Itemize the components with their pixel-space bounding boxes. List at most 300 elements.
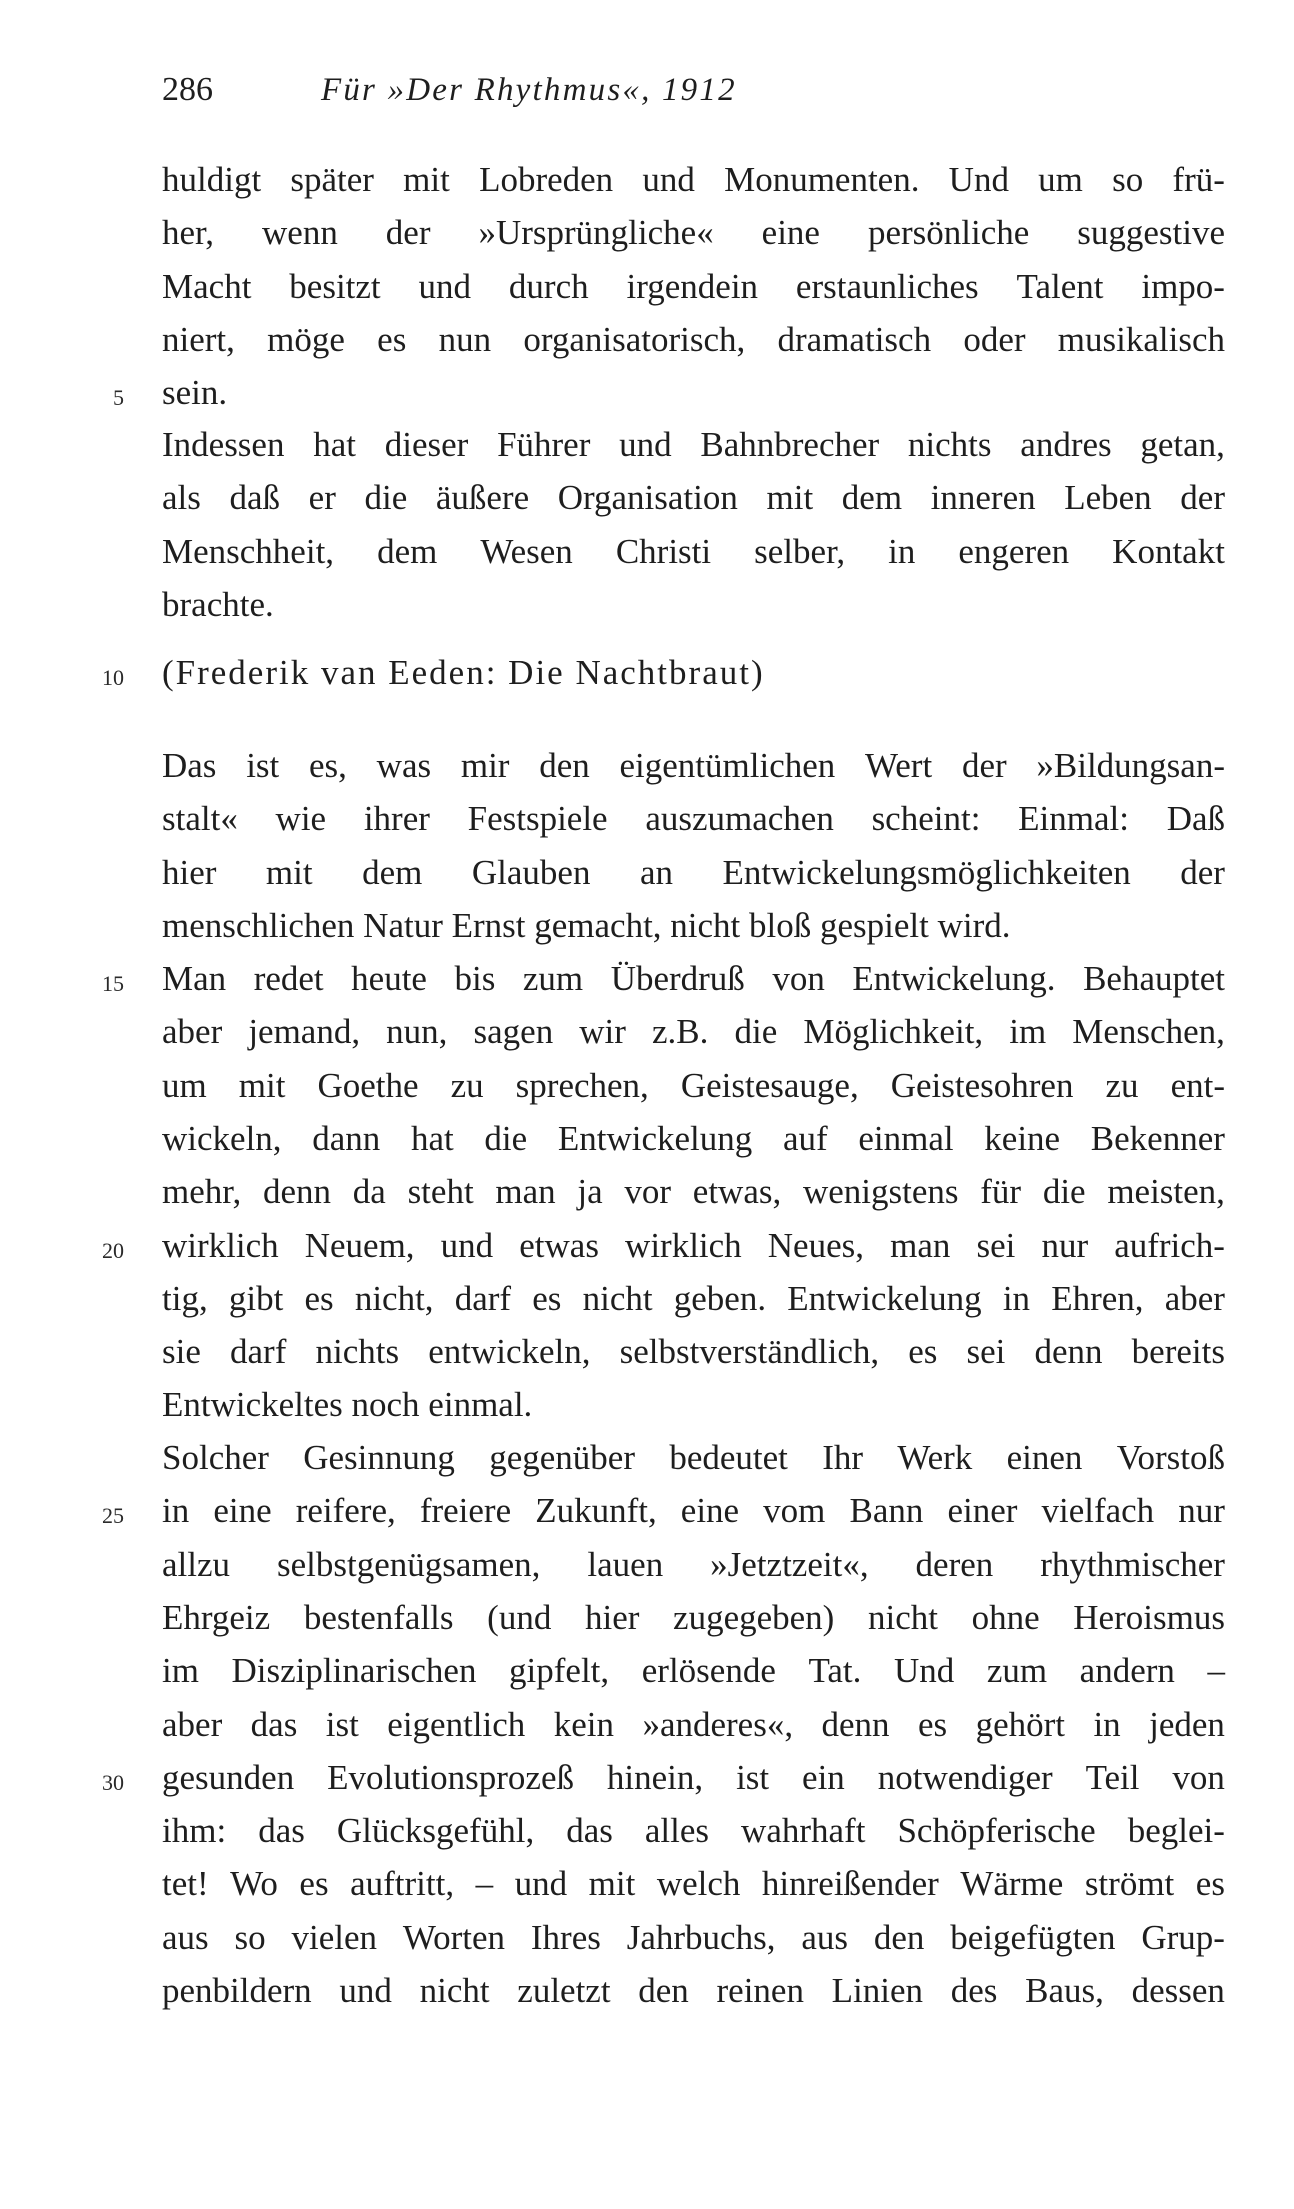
text-line — [162, 158, 1225, 202]
word: die — [734, 1012, 778, 1052]
word: den — [539, 746, 590, 785]
word: das — [566, 1811, 613, 1851]
word: Solcher — [162, 1438, 269, 1477]
text-line — [162, 318, 1225, 362]
word: selbstverständlich, — [619, 1332, 880, 1372]
word: Christi — [615, 531, 712, 571]
word: von — [1172, 1757, 1225, 1797]
word: »Bildungsan- — [1036, 746, 1225, 785]
word: Menschheit, — [162, 531, 335, 571]
word: Daß — [1166, 799, 1225, 839]
word: penbildern — [162, 1971, 312, 2010]
word: Das — [162, 746, 217, 785]
page-number: 286 — [162, 71, 213, 108]
word: Möglichkeit, — [803, 1012, 984, 1052]
word: getan, — [1140, 425, 1225, 464]
word: es — [377, 319, 407, 359]
word: der — [1180, 852, 1225, 892]
word: sagen — [473, 1012, 554, 1052]
word: nun, — [386, 1012, 448, 1052]
word: Festspiele — [467, 799, 608, 839]
word: ihrer — [363, 799, 430, 839]
word: zu — [450, 1065, 484, 1105]
word: mir — [460, 746, 510, 785]
word: ist — [246, 746, 280, 785]
word: heute — [351, 959, 427, 998]
word: das — [250, 1704, 298, 1744]
word: Evolutionsprozeß — [327, 1757, 575, 1797]
word: wir — [579, 1012, 626, 1052]
text-line — [162, 423, 1225, 467]
word: der — [385, 213, 431, 253]
word: Zukunft, — [535, 1491, 657, 1531]
word: es — [532, 1278, 562, 1318]
word: was — [376, 746, 432, 785]
word: Neues, — [767, 1225, 864, 1265]
word: kein — [553, 1704, 614, 1744]
word: lauen — [587, 1544, 664, 1584]
word: etwas — [519, 1225, 599, 1265]
word: eigentlich — [387, 1704, 526, 1744]
word: rhythmischer — [1040, 1544, 1225, 1584]
word: »Jetztzeit«, — [710, 1544, 869, 1584]
word: oder — [963, 319, 1026, 359]
word: hier — [584, 1597, 640, 1637]
word: geben. — [673, 1278, 767, 1318]
word: die — [364, 478, 408, 518]
word: Entwickelung — [787, 1278, 982, 1318]
word: Geistesauge, — [680, 1065, 859, 1105]
word: für — [980, 1172, 1022, 1212]
word: einmal — [858, 1118, 954, 1158]
word: es, — [309, 746, 347, 785]
word: denn — [1034, 1332, 1103, 1372]
word: der — [961, 746, 1007, 785]
word: es — [918, 1704, 948, 1744]
word: hat — [410, 1118, 454, 1158]
word: wie — [275, 799, 327, 839]
word: denn — [821, 1704, 890, 1744]
word: Jahrbuchs, — [626, 1917, 776, 1957]
word: eine — [680, 1491, 740, 1531]
word: äußere — [435, 478, 530, 518]
word: wirklich — [625, 1225, 742, 1265]
word: dieser — [384, 425, 469, 464]
word: nicht — [867, 1597, 938, 1637]
word: sei — [976, 1225, 1016, 1265]
word: freiere — [419, 1491, 512, 1531]
word: Und — [893, 1651, 955, 1691]
word: Bann — [849, 1491, 924, 1531]
word: wenn — [262, 213, 338, 253]
word: um — [1038, 160, 1083, 199]
text-line — [162, 1969, 1225, 2013]
text-line — [162, 957, 1225, 1001]
word: aber — [1164, 1278, 1225, 1318]
text-line: Entwickeltes noch einmal. — [162, 1385, 533, 1425]
word: organisatorisch, — [523, 319, 746, 359]
word: Überdruß — [610, 959, 745, 998]
word: die — [484, 1118, 528, 1158]
word: andres — [1020, 425, 1112, 464]
word: möge — [267, 319, 345, 359]
word: Wert — [865, 746, 933, 785]
word: dramatisch — [777, 319, 932, 359]
text-line — [162, 1436, 1225, 1480]
word: dem — [362, 852, 423, 892]
word: in — [1093, 1704, 1121, 1744]
word: Talent — [1016, 266, 1104, 306]
word: Heroismus — [1073, 1597, 1225, 1637]
text-line — [162, 1703, 1225, 1747]
word: selber, — [754, 531, 846, 571]
word: wahrhaft — [741, 1811, 866, 1851]
word: keine — [984, 1118, 1061, 1158]
word: später — [290, 160, 374, 199]
line-number: 20 — [102, 1237, 124, 1263]
word: inneren — [930, 478, 1036, 518]
word: aus — [801, 1917, 848, 1957]
word: mit — [766, 478, 814, 518]
word: Wo — [230, 1864, 278, 1904]
word: tet! — [162, 1864, 209, 1904]
word: und — [418, 266, 472, 306]
text-line — [162, 1649, 1225, 1693]
citation-line: (Frederik van Eeden: Die Nachtbraut) — [162, 653, 765, 692]
word: nun — [438, 319, 492, 359]
word: gipfelt, — [509, 1651, 610, 1691]
text-line — [162, 1489, 1225, 1533]
word: im — [162, 1651, 199, 1691]
word: und — [440, 1225, 494, 1265]
text-line — [162, 211, 1225, 255]
word: zu — [1105, 1065, 1139, 1105]
text-line — [162, 1064, 1225, 1108]
word: Disziplinarischen — [231, 1651, 477, 1691]
text-line — [162, 1330, 1225, 1374]
word: Ihres — [530, 1917, 601, 1957]
text-line: sein. — [162, 373, 228, 413]
word: die — [1042, 1172, 1086, 1212]
word: – — [475, 1864, 494, 1904]
word: nichts — [907, 425, 992, 464]
word: hinreißender — [761, 1864, 939, 1904]
word: gesunden — [162, 1757, 295, 1797]
word: in — [162, 1491, 190, 1531]
word: aus — [162, 1917, 209, 1957]
word: dessen — [1131, 1971, 1225, 2010]
word: gehört — [975, 1704, 1066, 1744]
word: man — [890, 1225, 951, 1265]
word: auszumachen — [645, 799, 834, 839]
word: eine — [213, 1491, 272, 1531]
text-line — [162, 1117, 1225, 1161]
word: welch — [656, 1864, 741, 1904]
word: meisten, — [1107, 1172, 1225, 1212]
word: Teil — [1085, 1757, 1140, 1797]
word: aber — [162, 1704, 223, 1744]
word: ohne — [971, 1597, 1040, 1637]
word: Bekenner — [1090, 1118, 1225, 1158]
word: Monumenten. — [724, 160, 920, 199]
text-line — [162, 1010, 1225, 1054]
word: Entwickelung. — [852, 959, 1056, 998]
word: nur — [1041, 1225, 1089, 1265]
word: ihm: — [162, 1811, 227, 1851]
word: (und — [487, 1597, 552, 1637]
word: wirklich — [162, 1225, 279, 1265]
word: wenigstens — [802, 1172, 959, 1212]
word: sei — [966, 1332, 1006, 1372]
word: Ihr — [822, 1438, 864, 1477]
text-line — [162, 1170, 1225, 1214]
word: besitzt — [289, 266, 381, 306]
word: den — [638, 1971, 689, 2010]
word: Tat. — [808, 1651, 862, 1691]
word: Geistesohren — [890, 1065, 1074, 1105]
word: da — [352, 1172, 386, 1212]
word: der — [1180, 478, 1225, 518]
word: darf — [454, 1278, 512, 1318]
word: her, — [162, 213, 215, 253]
word: Und — [948, 160, 1009, 199]
word: und — [642, 160, 695, 199]
word: Glücksgefühl, — [336, 1811, 535, 1851]
word: er — [308, 478, 336, 518]
word: deren — [915, 1544, 994, 1584]
word: vielfach — [1041, 1491, 1155, 1531]
word: Einmal: — [1018, 799, 1129, 839]
word: zugegeben) — [673, 1597, 835, 1637]
text-line — [162, 1809, 1225, 1853]
text-line — [162, 1862, 1225, 1906]
word: steht — [407, 1172, 474, 1212]
word: durch — [508, 266, 589, 306]
word: Organisation — [557, 478, 738, 518]
word: Bahnbrecher — [700, 425, 880, 464]
word: – — [1207, 1651, 1225, 1691]
word: Neuem, — [304, 1225, 415, 1265]
word: Ehren, — [1051, 1278, 1144, 1318]
word: einer — [947, 1491, 1018, 1531]
word: den — [873, 1917, 925, 1957]
word: sie — [162, 1332, 201, 1372]
word: dann — [312, 1118, 381, 1158]
word: Behauptet — [1083, 959, 1225, 998]
text-line — [162, 530, 1225, 574]
word: als — [162, 478, 201, 518]
word: bis — [454, 959, 496, 998]
word: im — [1009, 1012, 1047, 1052]
word: nichts — [315, 1332, 400, 1372]
text-line: menschlichen Natur Ernst gemacht, nicht bloß gespielt wird. — [162, 905, 1011, 945]
word: bereits — [1131, 1332, 1225, 1372]
text-line — [162, 1543, 1225, 1587]
text-line — [162, 851, 1225, 895]
running-title: Für »Der Rhythmus«, 1912 — [321, 72, 737, 108]
word: und — [339, 1971, 392, 2010]
word: nicht, — [354, 1278, 434, 1318]
word: eigentümlichen — [619, 746, 836, 785]
text-line — [162, 1756, 1225, 1800]
word: Wärme — [960, 1864, 1064, 1904]
word: beglei- — [1127, 1811, 1225, 1851]
word: reinen — [716, 1971, 804, 2010]
line-number: 10 — [102, 665, 124, 690]
text-line — [162, 265, 1225, 309]
word: stalt« — [162, 799, 238, 839]
word: gegenüber — [489, 1438, 635, 1477]
word: niert, — [162, 319, 235, 359]
word: vor — [624, 1172, 672, 1212]
word: von — [772, 959, 825, 998]
word: aufrich- — [1114, 1225, 1225, 1265]
word: in — [1002, 1278, 1031, 1318]
word: um — [162, 1065, 207, 1105]
word: andern — [1079, 1651, 1175, 1691]
word: und — [619, 425, 672, 464]
text-line — [162, 797, 1225, 841]
word: Wesen — [480, 531, 573, 571]
text-line — [162, 476, 1225, 520]
word: nur — [1178, 1491, 1225, 1531]
word: Schöpferische — [897, 1811, 1096, 1851]
running-head — [0, 0, 1294, 120]
word: es — [299, 1864, 329, 1904]
word: redet — [253, 959, 324, 998]
word: erstaunliches — [795, 266, 979, 306]
line-number: 5 — [113, 385, 124, 411]
word: etwas, — [692, 1172, 782, 1212]
word: Lobreden — [479, 160, 614, 199]
word: musikalisch — [1057, 319, 1225, 359]
word: z.B. — [652, 1012, 709, 1052]
word: ent- — [1170, 1065, 1225, 1105]
word: scheint: — [871, 799, 981, 839]
word: Goethe — [317, 1065, 419, 1105]
word: Macht — [162, 266, 252, 306]
text-line — [162, 1596, 1225, 1640]
word: das — [258, 1811, 305, 1851]
word: beigefügten — [950, 1917, 1116, 1957]
word: selbstgenügsamen, — [277, 1544, 541, 1584]
word: aber — [162, 1012, 223, 1052]
text-line — [162, 1224, 1225, 1268]
text-line — [162, 1277, 1225, 1321]
text-line — [162, 1916, 1225, 1960]
word: Linien — [831, 1971, 924, 2010]
word: Menschen, — [1072, 1012, 1225, 1052]
word: mit — [588, 1864, 636, 1904]
word: daß — [229, 478, 281, 518]
word: alles — [644, 1811, 710, 1851]
word: so — [234, 1917, 266, 1957]
word: Entwickelung — [557, 1118, 753, 1158]
word: nicht — [419, 1971, 490, 2010]
word: auftritt, — [350, 1864, 455, 1904]
word: frü- — [1172, 160, 1225, 199]
word: mit — [403, 160, 450, 199]
word: suggestive — [1077, 213, 1225, 253]
word: entwickeln, — [428, 1332, 591, 1372]
line-number: 15 — [102, 971, 124, 996]
word: vom — [763, 1491, 826, 1531]
word: ein — [802, 1757, 845, 1797]
word: zuletzt — [517, 1971, 611, 2010]
word: persönliche — [867, 213, 1030, 253]
word: eine — [761, 213, 820, 253]
word: Führer — [497, 425, 591, 464]
word: hier — [162, 852, 217, 892]
word: ja — [577, 1172, 603, 1212]
word: in — [888, 531, 916, 571]
word: dem — [377, 531, 438, 571]
word: vielen — [291, 1917, 378, 1957]
word: so — [1112, 160, 1144, 199]
word: dem — [841, 478, 903, 518]
word: Werk — [897, 1438, 973, 1477]
word: wickeln, — [162, 1118, 282, 1158]
word: es — [908, 1332, 938, 1372]
word: jemand, — [248, 1012, 361, 1052]
word: Leben — [1064, 478, 1152, 518]
word: bestenfalls — [303, 1597, 454, 1637]
word: engeren — [958, 531, 1070, 571]
word: notwendiger — [877, 1757, 1053, 1797]
word: an — [639, 852, 673, 892]
word: zum — [986, 1651, 1048, 1691]
word: Vorstoß — [1116, 1438, 1225, 1477]
word: »Ursprüngliche« — [478, 213, 714, 253]
word: reifere, — [295, 1491, 396, 1531]
word: impo- — [1141, 266, 1225, 306]
word: Gesinnung — [303, 1438, 455, 1477]
word: gibt — [228, 1278, 284, 1318]
word: mit — [265, 852, 313, 892]
word: tig, — [162, 1278, 208, 1318]
word: ist — [325, 1704, 359, 1744]
word: hat — [313, 425, 356, 464]
word: strömt — [1084, 1864, 1175, 1904]
text-line — [162, 744, 1225, 788]
word: man — [495, 1172, 556, 1212]
word: auf — [782, 1118, 828, 1158]
word: ist — [736, 1757, 770, 1797]
word: jeden — [1149, 1704, 1225, 1744]
word: »anderes«, — [642, 1704, 794, 1744]
word: Grup- — [1141, 1917, 1225, 1957]
word: und — [514, 1864, 568, 1904]
line-number: 30 — [102, 1769, 124, 1795]
text-line: brachte. — [162, 584, 274, 624]
word: sprechen, — [515, 1065, 649, 1105]
word: Indessen — [162, 425, 285, 464]
word: irgendein — [626, 266, 759, 306]
word: denn — [263, 1172, 332, 1212]
word: Kontakt — [1112, 531, 1225, 571]
word: allzu — [162, 1544, 231, 1584]
word: mit — [238, 1065, 286, 1105]
word: erlösende — [641, 1651, 776, 1691]
word: Man — [162, 959, 227, 998]
word: darf — [230, 1332, 287, 1372]
word: des — [950, 1971, 998, 2010]
word: bedeutet — [669, 1438, 788, 1477]
line-number: 25 — [102, 1503, 124, 1529]
word: es — [304, 1278, 334, 1318]
word: nicht — [582, 1278, 653, 1318]
word: einen — [1006, 1438, 1083, 1477]
